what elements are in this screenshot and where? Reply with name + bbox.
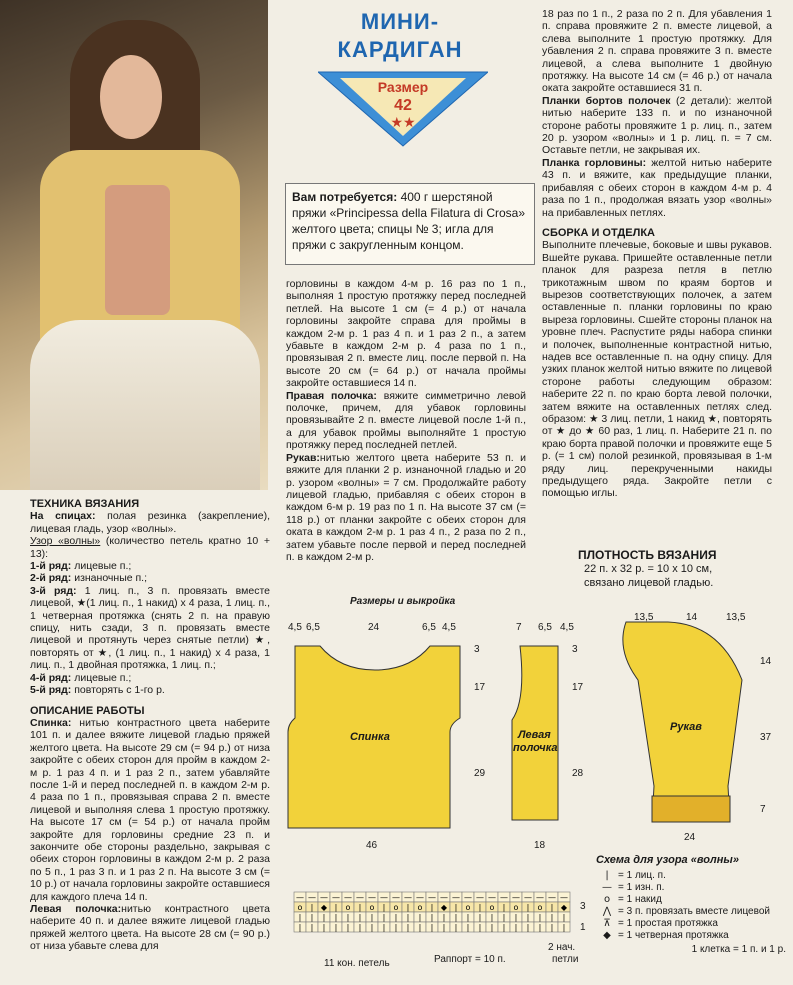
legend-text: = 1 лиц. п. (618, 870, 666, 881)
chart-stitch-symbol: | (550, 913, 554, 922)
legend-symbol: | (605, 870, 609, 881)
front-top-1: 7 (516, 622, 522, 633)
chart-stitch-symbol: | (454, 903, 458, 912)
chart-row-3: 3 (580, 901, 586, 912)
legend-item (596, 870, 786, 882)
legend-text: = 1 четверная протяжка (618, 930, 729, 941)
front-side-1: 3 (572, 644, 578, 655)
chart-stitch-symbol: — (416, 893, 424, 902)
sleeve-bottom: 24 (684, 832, 696, 843)
chart-row-1: 1 (580, 922, 586, 933)
chart-stitch-symbol: | (310, 903, 314, 912)
chart-stitch-symbol: | (430, 913, 434, 922)
right-front-label: Правая полочка: (286, 389, 377, 402)
legend-text: = 1 накид (618, 894, 662, 905)
back-top-5: 4,5 (442, 622, 456, 633)
chart-legend (596, 854, 786, 956)
chart-stitch-symbol: — (368, 893, 376, 902)
chart-stitch-symbol: o (513, 903, 519, 912)
chart-stitch-symbol: | (346, 913, 350, 922)
chart-stitch-symbol: | (478, 913, 482, 922)
chart-stitch-symbol: | (442, 923, 446, 932)
chart-stitch-symbol: | (538, 923, 542, 932)
row3-label: 3-й ряд: (30, 584, 77, 597)
legend-symbol: ⊼ (603, 918, 611, 929)
chart-stitch-symbol: | (526, 923, 530, 932)
gauge-line1: 22 п. х 32 р. = 10 х 10 см, (584, 563, 713, 575)
chart-stitch-symbol: ◆ (320, 903, 328, 912)
chart-stitch-symbol: | (418, 923, 422, 932)
legend-item (596, 918, 786, 930)
legend-cell-note: 1 клетка = 1 п. и 1 р. (691, 944, 786, 955)
chart-stitch-symbol: — (296, 893, 304, 902)
chart-stitch-symbol: — (428, 893, 436, 902)
chart-stitch-symbol: | (502, 923, 506, 932)
chart-stitch-symbol: | (430, 903, 434, 912)
stitch-chart (284, 884, 594, 974)
title-line-1: МИНИ- (360, 9, 440, 34)
chart-stitch-symbol: | (334, 923, 338, 932)
sleeve-top-2: 14 (686, 612, 698, 623)
chart-stitch-symbol: | (502, 903, 506, 912)
materials-label: Вам потребуется: (292, 190, 398, 204)
legend-item (596, 894, 786, 906)
legend-symbol: ◆ (603, 930, 611, 941)
chart-stitch-symbol: | (322, 923, 326, 932)
row4-label: 4-й ряд: (30, 671, 72, 684)
assembly-heading: СБОРКА И ОТДЕЛКА (542, 226, 655, 239)
row1-text: лицевые п.; (71, 560, 132, 573)
front-side-2: 17 (572, 682, 584, 693)
chart-stitch-symbol: | (370, 913, 374, 922)
chart-stitch-symbol: | (478, 923, 482, 932)
chart-stitch-symbol: o (489, 903, 495, 912)
row2-label: 2-й ряд: (30, 572, 72, 585)
wave-text: (количество петель кратно 10 + 13): (30, 535, 271, 560)
chart-repeat-label: Раппорт = 10 п. (434, 954, 506, 965)
chart-stitch-symbol: | (466, 923, 470, 932)
chart-stitch-symbol: — (488, 893, 496, 902)
legend-text: = 1 простая протяжка (618, 918, 718, 929)
chart-stitch-symbol: | (550, 923, 554, 932)
chart-stitch-symbol: | (394, 913, 398, 922)
legend-item (596, 906, 786, 918)
chart-stitch-symbol: | (382, 923, 386, 932)
size-label: Размер (377, 79, 429, 95)
chart-stitch-symbol: — (356, 893, 364, 902)
chart-stitch-symbol: — (440, 893, 448, 902)
legend-title: Схема для узора «волны» (596, 854, 739, 866)
row3-text: 1 лиц. п., 3 п. провязать вместе лицевой, ★(1 лиц. п., 1 накид) х 4 раза, 1 лиц. п., 1 четверная протяжка (снять 2 п. на правую спицу, нить сзади, 3 п. провязать вместе лицевой и протянуть через снятые петли) ★, повторять от ★, (1 лиц. п., 1 накид) х 4 раза, 1 лиц. п., 1 двойная протяжка, 1 лиц. п.; (30, 584, 270, 672)
left-front-label: Левая полочка: (30, 903, 122, 915)
row4-text: лицевые п.; (71, 671, 132, 684)
chart-stitch-symbol: | (562, 923, 566, 932)
legend-text: = 1 изн. п. (618, 882, 665, 893)
technique-heading: ТЕХНИКА ВЯЗАНИЯ (30, 498, 140, 510)
chart-stitch-symbol: — (320, 893, 328, 902)
assembly-text: Выполните плечевые, боковые и швы рукавов. Вшейте рукава. Пришейте оставленные петли планок для разреза петля в петлю трикотажным швом по краям бортов и вырезов соответствующих полочек, а затем оставленные п. планки горловины по краю выреза горловины. Сшейте стороны планок на уровне плеч. Распустите ряды набора спинки и полочек, выполненные контрастной нитью, надев все оставленные п. на одну спицу. Для узких планок желтой нитью вяжите по лицевой стороне работы следующим образом: наберите 22 п. по краю борта левой полочки, затем вяжите на оставленных петлях след. образом: ★ 3 лиц. петли, 1 накид ★, повторять от ★ до ★ 60 раз, 1 лиц. п. Наберите 21 п. по краю борта правой полочки и провяжите еще 5 р. (= 1 см) полой резинкой, провязывая в 1-м ряду лиц. перекрученными накиды предыдущего ряда. Закройте петли с помощью иглы. (542, 239, 773, 500)
chart-stitch-symbol: | (358, 913, 362, 922)
chart-grid (294, 892, 570, 932)
title-line-2: КАРДИГАН (337, 37, 463, 62)
chart-stitch-symbol: | (406, 923, 410, 932)
size-value: 42 (394, 97, 412, 114)
chart-stitch-symbol: o (393, 903, 399, 912)
front-bottom: 18 (534, 840, 546, 851)
chart-stitch-symbol: — (524, 893, 532, 902)
gauge-line2: связано лицевой гладью. (584, 577, 714, 589)
chart-stitch-symbol: o (537, 903, 543, 912)
left-front-text-part1: нитью контрастного цвета наберите 40 п. и далее вяжите лицевой гладью пряжей желтого цвета. На высоте 28 см (= 90 р.) от низа убавьте слева для (30, 903, 270, 953)
chart-stitch-symbol: — (332, 893, 340, 902)
chart-stitch-symbol: | (562, 913, 566, 922)
chart-stitch-symbol: | (490, 923, 494, 932)
chart-stitch-symbol: | (490, 913, 494, 922)
chart-stitch-symbol: | (370, 923, 374, 932)
legend-item (596, 882, 786, 894)
chart-stitch-symbol: | (298, 913, 302, 922)
front-top-2: 6,5 (538, 622, 552, 633)
model-photo (0, 0, 268, 490)
front-side-3: 28 (572, 768, 584, 779)
page-title (300, 8, 500, 64)
materials-box (285, 183, 535, 265)
gauge-block (578, 548, 778, 590)
chart-stitch-symbol: o (345, 903, 351, 912)
legend-item (596, 930, 786, 942)
legend-symbol: o (603, 894, 611, 905)
chart-stitch-symbol: | (526, 913, 530, 922)
chart-stitch-symbol: | (382, 903, 386, 912)
legend-symbol: — (602, 882, 612, 893)
row2-text: изнаночные п.; (71, 572, 148, 585)
chart-stitch-symbol: — (380, 893, 388, 902)
row5-label: 5-й ряд: (30, 684, 72, 697)
sleeve-text-part1: нитью желтого цвета наберите 53 п. и вяжите для планки 2 р. изнаночной гладью и 20 р. узором «волны» = 7 см. Продолжайте работу лицевой гладью, прибавляя с обеих сторон в каждом 6-м р. 19 раз по 1 п. На высоте 37 см (= 118 р.) от планки закройте с обеих сторон для оката в каждом 2-м р. 1 раз 4 п., 2 раза по 2 п., затем убавьте после первой и перед последней п. в каждом 2-м р. (286, 451, 526, 563)
sleeve-side-2: 37 (760, 732, 772, 743)
chart-start-label-2: петли (552, 954, 579, 965)
bands-label: Планки бортов полочек (542, 94, 671, 107)
front-piece-name-1: Левая (518, 729, 551, 741)
needles-label: На спицах: (30, 510, 96, 523)
schematic-title: Размеры и выкройка (350, 596, 456, 607)
chart-stitch-symbol: | (430, 923, 434, 932)
chart-stitch-symbol: | (454, 923, 458, 932)
legend-symbol: ⋀ (602, 906, 612, 917)
chart-stitch-symbol: ◆ (560, 903, 568, 912)
sleeve-side-3: 7 (760, 804, 766, 815)
chart-stitch-symbol: | (406, 913, 410, 922)
chart-stitch-symbol: | (334, 903, 338, 912)
chart-stitch-symbol: | (502, 913, 506, 922)
chart-stitch-symbol: ◆ (440, 903, 448, 912)
chart-stitch-symbol: | (454, 913, 458, 922)
right-front-text: вяжите симметрично левой полочке, причем, для убавок горловины провязывайте 2 п. вместе лицевой после 1-й п., а для убавок проймы выполняйте 1 простую протяжку перед последней петлей. (286, 389, 526, 452)
chart-stitch-symbol: — (464, 893, 472, 902)
sleeve-text-part2: 18 раз по 1 п., 2 раза по 2 п. Для убавления 1 п. справа провяжите 2 п. вместе лицевой, а слева выполните 1 простую протяжку. Для убавления 2 п. справа провяжите 3 п. вместе лицевой, а слева выполните 1 двойную протяжку. На высоте 14 см (= 46 р.) от начала оката закройте оставшиеся 31 п. (542, 8, 772, 95)
chart-stitch-symbol: | (550, 903, 554, 912)
back-side-1: 3 (474, 644, 480, 655)
chart-stitch-symbol: — (452, 893, 460, 902)
chart-stitch-symbol: | (478, 903, 482, 912)
sleeve-label: Рукав: (286, 451, 320, 464)
chart-stitch-symbol: | (418, 913, 422, 922)
row5-text: повторять с 1-го р. (71, 684, 165, 697)
schematic-diagrams (280, 590, 793, 855)
chart-stitch-symbol: — (548, 893, 556, 902)
chart-stitch-symbol: | (442, 913, 446, 922)
right-column (542, 8, 772, 500)
chart-stitch-symbol: | (310, 913, 314, 922)
back-top-4: 6,5 (422, 622, 436, 633)
chart-stitch-symbol: o (297, 903, 303, 912)
left-front-text-part2: горловины в каждом 4-м р. 16 раз по 1 п., выполняя 1 простую протяжку перед последней петлей. На высоте 1 см (= 4 р.) от начала горловины закройте справа для проймы в каждом 2-м р. 1 раз 4 п. и 1 раз 2 п., а затем убавьте в каждом 2-м р. 4 раза по 1 п., провязывая 2 п. вместе лиц. после первой п. На высоте 20 см (= 64 р.) от начала проймы закройте оставшиеся 14 п. (286, 278, 526, 390)
back-piece-name: Спинка (350, 731, 390, 743)
materials-text: 400 г шерстяной пряжи «Principessa della Filatura di Crosa» желтого цвета; спицы № 3; игла для пряжи с закругленным концом. (292, 190, 526, 252)
legend-items (596, 870, 786, 942)
chart-stitch-symbol: o (465, 903, 471, 912)
sleeve-piece-name: Рукав (670, 721, 702, 733)
back-side-2: 17 (474, 682, 486, 693)
chart-stitch-symbol: | (346, 923, 350, 932)
difficulty-stars: ★★ (390, 115, 416, 131)
chart-stitch-symbol: | (322, 913, 326, 922)
chart-left-label: 11 кон. петель (324, 958, 390, 969)
neck-text: желтой нитью наберите 43 п. и вяжите, как предыдущие планки, прибавляя с обеих сторон в каждом 4-м р. 4 раза по 1 п., продолжая вязать узор «волны» на прибавленных петлях. (542, 156, 773, 219)
chart-stitch-symbol: | (406, 903, 410, 912)
sleeve-top-3: 13,5 (726, 612, 746, 623)
back-text: нитью контрастного цвета наберите 101 п. и далее вяжите лицевой гладью пряжей желтого цвета. На высоте 29 см (= 94 р.) от низа закройте с обеих сторон для пройм в каждом 2-м р. 1 раз 4 п. и 1 раз 2 п., затем убавляйте после 1-й и перед последней п. в каждом 2-м р. 4 раза по 1 п., провязывая справа 2 п. вместе лицевой и выполняя слева 1 простую протяжку. На высоте 17 см (= 54 р.) от начала пройм закройте для горловины средние 23 п. и закончите обе стороны раздельно, закрывая с обеих сторон горловины в каждом 2-м р. 2 раза по 5 п., 1 раз 3 п. и 1 раз 2 п. На высоте 3 см (= 10 р.) от начала горловины закройте оставшиеся для каждого плеча 14 п. (30, 716, 270, 903)
back-top-2: 6,5 (306, 622, 320, 633)
chart-stitch-symbol: | (358, 923, 362, 932)
sleeve-side-1: 14 (760, 656, 772, 667)
chart-stitch-symbol: | (526, 903, 530, 912)
description-heading: ОПИСАНИЕ РАБОТЫ (30, 704, 145, 717)
front-top-3: 4,5 (560, 622, 574, 633)
chart-stitch-symbol: | (358, 903, 362, 912)
chart-stitch-symbol: — (404, 893, 412, 902)
wave-label: Узор «волны» (30, 535, 101, 548)
chart-stitch-symbol: — (512, 893, 520, 902)
neck-label: Планка горловины: (542, 156, 647, 169)
bands-text: (2 детали): желтой нитью наберите 133 п. и по изнаночной стороне работы провяжите 1 р. лиц. п., затем 20 р. узором «волны» и 1 р. лиц. п. = 7 см. Оставьте петли, не закрывая их. (542, 94, 772, 157)
chart-stitch-symbol: | (310, 923, 314, 932)
needles-text: полая резинка (закрепление), лицевая гладь, узор «волны». (30, 510, 270, 535)
back-top-3: 24 (368, 622, 380, 633)
back-bottom: 46 (366, 840, 378, 851)
gauge-heading: ПЛОТНОСТЬ ВЯЗАНИЯ (578, 548, 717, 562)
chart-stitch-symbol: | (298, 923, 302, 932)
back-top-1: 4,5 (288, 622, 302, 633)
chart-stitch-symbol: — (344, 893, 352, 902)
row1-label: 1-й ряд: (30, 560, 72, 573)
chart-stitch-symbol: o (417, 903, 423, 912)
front-piece-name-2: полочка (513, 742, 558, 754)
size-badge (318, 70, 488, 148)
chart-stitch-symbol: — (500, 893, 508, 902)
chart-stitch-symbol: — (476, 893, 484, 902)
legend-text: = 3 п. провязать вместе лицевой (618, 906, 770, 917)
middle-column (286, 278, 526, 563)
chart-stitch-symbol: | (382, 913, 386, 922)
chart-stitch-symbol: — (536, 893, 544, 902)
chart-stitch-symbol: — (560, 893, 568, 902)
back-side-3: 29 (474, 768, 486, 779)
chart-stitch-symbol: | (466, 913, 470, 922)
left-column (30, 498, 270, 953)
chart-stitch-symbol: — (392, 893, 400, 902)
sleeve-cuff (652, 796, 730, 822)
chart-stitch-symbol: | (334, 913, 338, 922)
sleeve-top-1: 13,5 (634, 612, 654, 623)
chart-stitch-symbol: — (308, 893, 316, 902)
chart-stitch-symbol: | (514, 923, 518, 932)
chart-stitch-symbol: | (394, 923, 398, 932)
chart-start-label-1: 2 нач. (548, 942, 576, 953)
chart-stitch-symbol: o (369, 903, 375, 912)
chart-stitch-symbol: | (538, 913, 542, 922)
chart-stitch-symbol: | (514, 913, 518, 922)
back-label: Спинка: (30, 716, 72, 729)
